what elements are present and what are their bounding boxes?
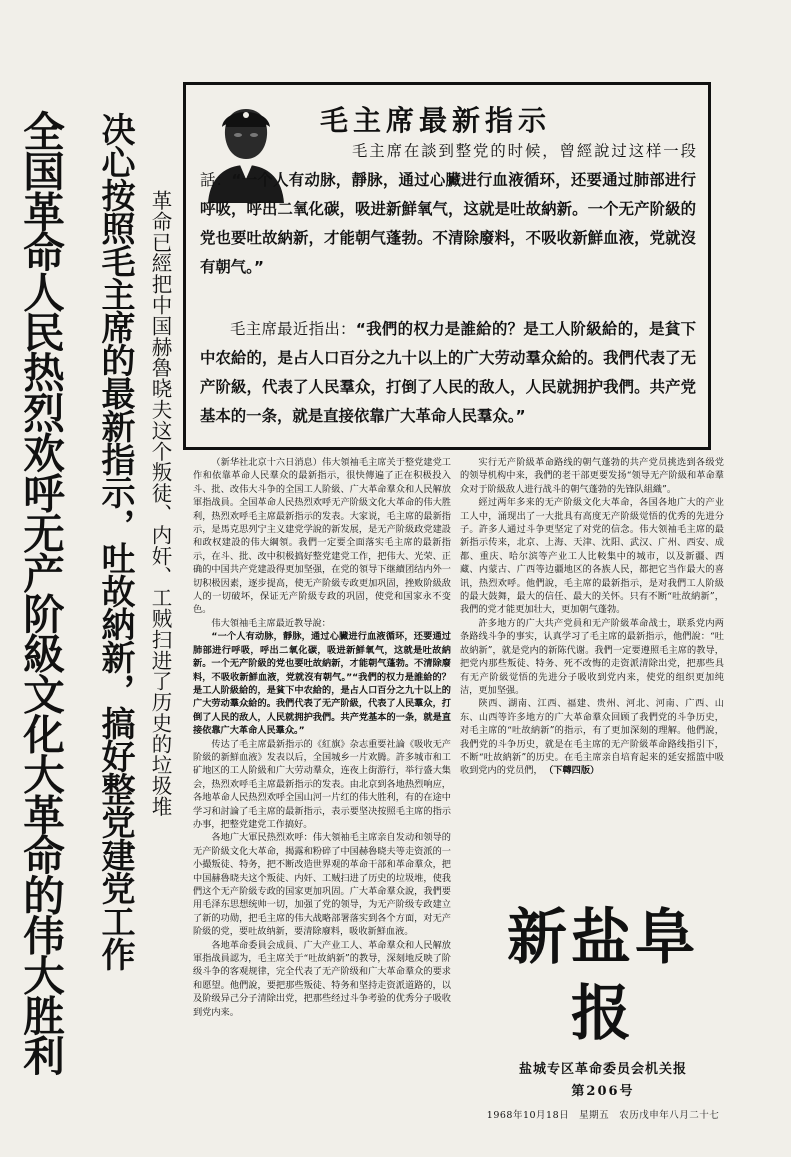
- article-paragraph: 传达了毛主席最新指示的《紅旗》杂志重要社論《吸收无产阶級的新鮮血液》发表以后，全国城乡一片欢腾。許多城市和工矿地区的工人阶級和广大劳动羣众，连夜上街游行，举行盛大集会，热烈欢呼毛主席最新指示的发表。由北京到各地热烈响应，各地革命人民热烈欢呼全国山河一片红的伟大胜利，有的在途中学习和討論了毛主席的最新指示，表示要坚决按照毛主席的指示办事，把整党建党工作搞好。: [193, 738, 451, 830]
- article-paragraph: 經过两年多来的无产阶級文化大革命，各国各地广大的产业工人中，涌现出了一大批具有高度无产阶級觉悟的优秀的先进分子。許多人通过斗争更坚定了对党的信念。伟大领袖毛主席的最新指示传来，北京、上海、天津、沈阳、武汉、广州、西安、成都、重庆、哈尔滨等产业工人比較集中的城市，以及新疆、西藏、内蒙古、广西等边疆地区的各族人民，都把它当作最大的喜讯，热烈欢呼。他們說，毛主席的最新指示，是对我們工人阶級的最大鼓舞，最大的信任、最大的关怀。只有不断“吐故納新”，我們的党才能更加壮大，更加朝气蓬勃。: [460, 497, 724, 616]
- continued-note: （下轉四版）: [548, 765, 600, 777]
- lunar-date: 农历戊申年八月二十七: [619, 1110, 720, 1121]
- article-paragraph: 許多地方的广大共产党員和无产阶級革命战士，联系党内两条路线斗争的事实，认真学习了毛主席的最新指示，他們說：“吐故納新”，就是党内的新陈代谢。我們一定要遵照毛主席的教导，把党内那些叛徒、特务、死不改悔的走资派清除出党，把那些具有无产阶級觉悟的先进分子吸收到党内来，使党的组织更加纯洁，更加坚强。: [460, 617, 724, 696]
- article-column-1: [193, 456, 451, 1146]
- headline-sub: 决心按照毛主席的最新指示，吐故納新，搞好整党建党工作: [95, 112, 135, 970]
- article-column-2: [460, 456, 724, 961]
- directive-p2-quote: “我們的权力是誰給的？是工人阶級給的，是貧下中农給的，是占人口百分之九十以上的广大劳动羣众給的。我們代表了无产阶級，代表了人民羣众，打倒了人民的敌人，人民就拥护我們。共产党基本的一条，就是直接依靠广大革命人民羣众。”: [200, 320, 696, 425]
- article-paragraph: 各地广大軍民热烈欢呼：伟大領袖毛主席亲自发动和领导的无产阶級文化大革命，揭露和粉碎了中国赫魯晓夫等走资派的一小撮叛徒、特务，把不断改造世界观的革命干部和革命羣众，把中国赫魯晓夫这个叛徒、内奸、工贼扫进了历史的垃圾堆，使我們这个无产阶級专政的国家更加巩固。广大革命羣众說，我們要用毛泽东思想统帅一切，加强了党的领导，为无产阶级专政建立了新的功勋，把毛主席的伟大战略部署落实到各个方面，对无产阶級的党，要吐故纳新，要清除廢料，吸收新鮮血液。: [193, 832, 451, 938]
- newspaper-name: 新盐阜报: [507, 903, 699, 1049]
- masthead: [482, 900, 724, 1121]
- issue-number: 第206号: [571, 1084, 635, 1099]
- article-last-text: 陝西、湖南、江西、福建、贵州、河北、河南、广西、山东、山西等许多地方的广大革命羣众回顾了我們党的斗争历史，对毛主席的“吐故納新”的指示，有了更加深刻的理解。他們說，我們党的斗争历史，就是在毛主席的无产阶級革命路线指引下，不断“吐故納新”的历史。在毛主席亲自培育起来的延安摇篮中吸收到党内的党员們，: [460, 698, 724, 777]
- article-paragraph: 各地革命委員会成員、广大产业工人、革命羣众和人民解放軍指战員認为，毛主席关于“吐故納新”的教导，深刻地反映了阶级斗争的客观规律，完全代表了无产阶级和广大革命羣众的要求和愿望。他們說，要把那些叛徒、特务和坚持走资派道路的，以及阶级异己分子清除出党，把那些经过斗争考验的优秀分子吸收到党内来。: [193, 939, 451, 1018]
- directive-box: [183, 82, 711, 450]
- headline-side: 革命已經把中国赫魯晓夫这个叛徒、内奸、工贼扫进了历史的垃圾堆: [148, 190, 172, 817]
- article-quote-paragraph: “一个人有动脉，靜脉，通过心臟进行血液循环，还要通过肺部进行呼吸，呼出二氧化碳，吸进新鮮氧气，这就是吐故納新。一个无产阶級的党也要吐故納新，才能朝气蓬勃。不清除廢料，不吸收新鮮血液，党就沒有朝气。”“我們的权力是誰給的？是工人阶級給的，是貧下中农給的，是占人口百分之九十以上的广大劳动羣众給的。我們代表了无产阶級，代表了人民羣众，打倒了人民的敌人，人民就拥护我們。共产党基本的一条，就是直接依靠广大革命人民羣众。”: [193, 631, 451, 737]
- dateline: [482, 1107, 724, 1121]
- directive-p2-intro: 毛主席最近指出：: [230, 320, 356, 338]
- article-paragraph: 实行无产阶級革命路线的朝气蓬勃的共产党员挑选到各级党的领导机构中来，我們的老干部更要发扬“领导无产阶級和革命羣众对于阶級敌人进行战斗的朝气蓬勃的先锋队組織”。: [460, 457, 724, 495]
- publisher: 盐城专区革命委员会机关报: [518, 1062, 687, 1077]
- article-paragraph: （新华社北京十六日消息）伟大領袖毛主席关于整党建党工作和依靠革命人民羣众的最新指示，很快傳遍了正在积极投入斗、批、改伟大斗争的全国工人阶級、广大革命羣众和人民解放軍指战員。全国革命人民热烈欢呼无产阶級文化大革命的伟大胜利，热烈欢呼毛主席最新指示的发表。大家说，毛主席的最新指示，是馬克思列宁主义建党学說的新发展，是无产阶級政党建設和政权建設的伟大綱領。我們一定要全面落实毛主席的最新指示，在斗、批、改中积极搞好整党建党工作，把伟大、光荣、正确的中国共产党建設得更加坚强，在党的領导下继續团结内外一切积极因素，逐步提高，使无产阶級专政更加巩固，挫败阶級敌人的一切破坏，保证无产阶級专政的巩固，使党和国家永不变色。: [193, 457, 451, 616]
- directive-p1-quote: “一个人有动脉，靜脉，通过心臟进行血液循环，还要通过肺部进行呼吸，呼出二氧化碳，吸进新鮮氧气，这就是吐故納新。一个无产阶級的党也要吐故納新，才能朝气蓬勃。不清除廢料，不吸收新鮮血液，党就沒有朝气。”: [200, 171, 696, 276]
- article-paragraph: 伟大領袖毛主席最近教导說：: [211, 617, 331, 629]
- weekday: 星期五: [579, 1110, 610, 1121]
- directive-paragraph-2: [200, 315, 696, 431]
- headline-main: 全国革命人民热烈欢呼无产阶級文化大革命的伟大胜利: [16, 110, 65, 1075]
- issue-date: 1968年10月18日: [486, 1110, 570, 1121]
- directive-paragraph-1: [200, 137, 696, 282]
- article-paragraph: [460, 697, 724, 777]
- directive-p1-intro: 毛主席在談到整党的时候，曾經說过这样一段話：: [200, 142, 696, 189]
- directive-title: 毛主席最新指示: [320, 104, 552, 137]
